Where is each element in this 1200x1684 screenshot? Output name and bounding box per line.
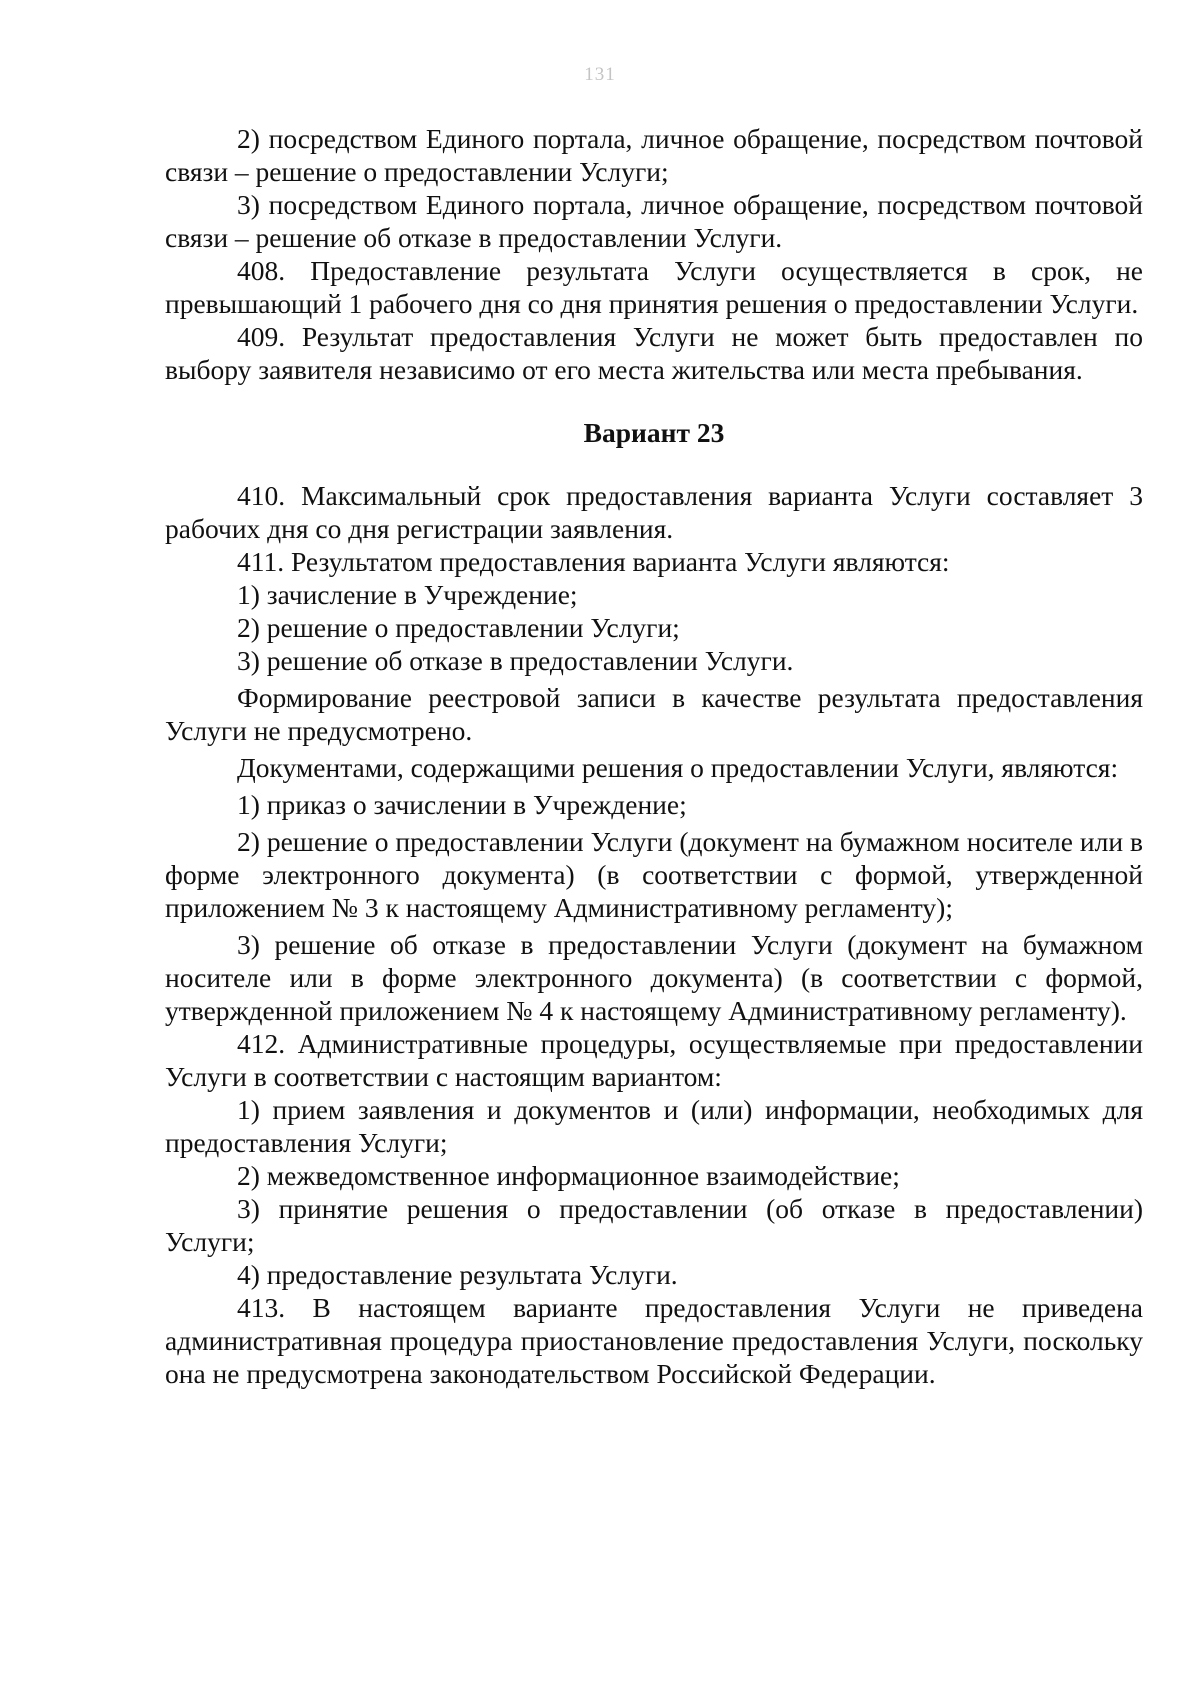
list-item: 1) приказ о зачислении в Учреждение; [237, 789, 687, 820]
list-item: 2) межведомственное информационное взаимодействие; [237, 1160, 900, 1191]
page-number: 131 [584, 64, 616, 85]
list-item: 1) зачисление в Учреждение; [237, 579, 578, 610]
paragraph: 410. Максимальный срок предоставления варианта Услуги составляет 3 рабочих дня со дня регистрации заявления. [165, 480, 1143, 544]
list-item: 1) прием заявления и документов и (или) информации, необходимых для предоставления Услуги; [165, 1094, 1143, 1158]
list-item: 2) решение о предоставлении Услуги (документ на бумажном носителе или в форме электронного документа) (в соответствии с формой, утвержденной приложением № 3 к настоящему Административному регламенту); [165, 826, 1143, 923]
paragraph: 2) посредством Единого портала, личное обращение, посредством почтовой связи – решение о предоставлении Услуги; [165, 123, 1143, 187]
paragraph: 412. Административные процедуры, осуществляемые при предоставлении Услуги в соответствии с настоящим вариантом: [165, 1028, 1143, 1092]
section-heading: Вариант 23 [583, 417, 725, 448]
list-item: 3) решение об отказе в предоставлении Услуги (документ на бумажном носителе или в форме электронного документа) (в соответствии с формой, утвержденной приложением № 4 к настоящему Административному регламенту). [165, 929, 1143, 1026]
document-body [165, 122, 1143, 1390]
list-item: 3) принятие решения о предоставлении (об отказе в предоставлении) Услуги; [165, 1193, 1143, 1257]
paragraph: 411. Результатом предоставления варианта Услуги являются: [237, 546, 950, 577]
list-item: 2) решение о предоставлении Услуги; [237, 612, 680, 643]
list-item: 4) предоставление результата Услуги. [237, 1259, 678, 1290]
paragraph: 413. В настоящем варианте предоставления Услуги не приведена административная процедура приостановление предоставления Услуги, поскольку она не предусмотрена законодательством Российской Федерации. [165, 1292, 1143, 1389]
paragraph: Формирование реестровой записи в качестве результата предоставления Услуги не предусмотрено. [165, 682, 1143, 746]
paragraph: Документами, содержащими решения о предоставлении Услуги, являются: [237, 752, 1119, 783]
list-item: 3) решение об отказе в предоставлении Услуги. [237, 645, 794, 676]
paragraph: 408. Предоставление результата Услуги осуществляется в срок, не превышающий 1 рабочего дня со дня принятия решения о предоставлении Услуги. [165, 255, 1143, 319]
paragraph: 409. Результат предоставления Услуги не может быть предоставлен по выбору заявителя независимо от его места жительства или места пребывания. [165, 321, 1143, 385]
paragraph: 3) посредством Единого портала, личное обращение, посредством почтовой связи – решение об отказе в предоставлении Услуги. [165, 189, 1143, 253]
